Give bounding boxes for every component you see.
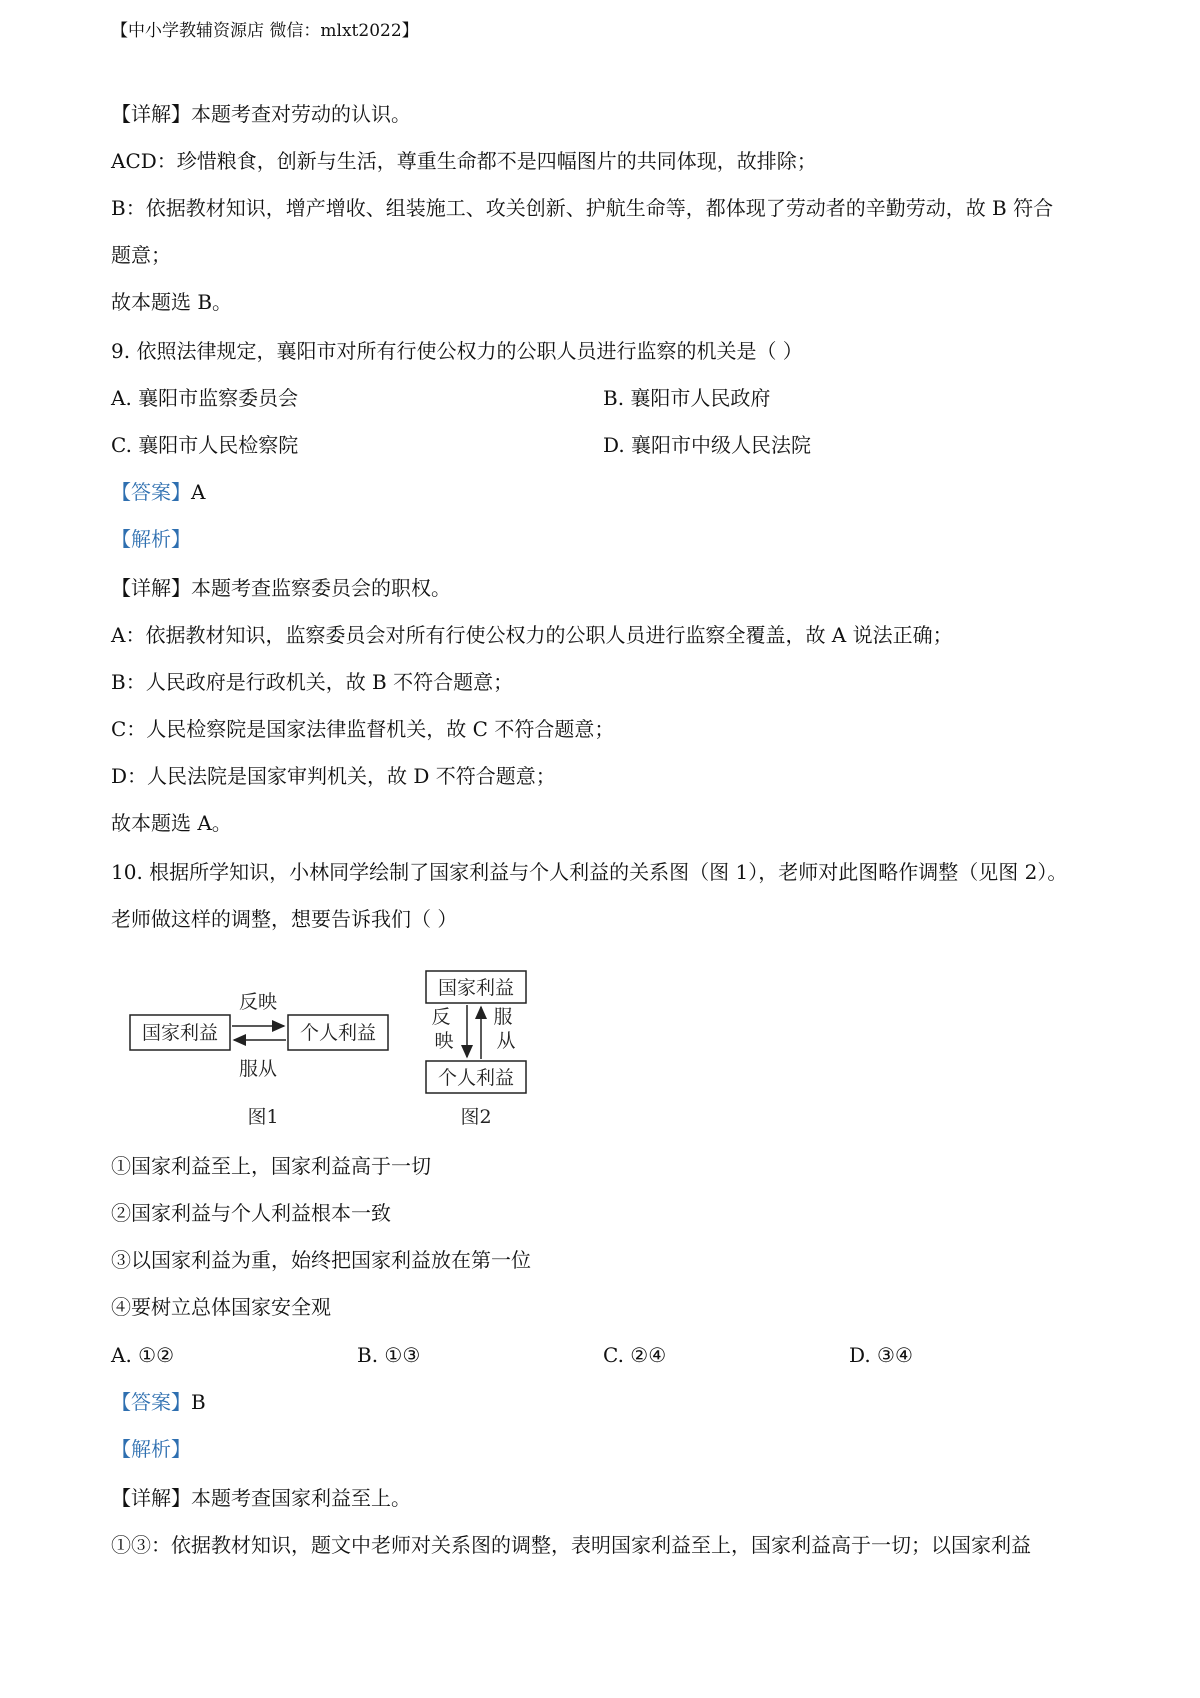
q10-statement-3: ③以国家利益为重，始终把国家利益放在第一位	[111, 1248, 531, 1272]
answer-tag: 【答案】	[111, 480, 191, 504]
fig2-reflect-char1: 反	[431, 1006, 451, 1028]
q10-stem-line1: 10. 根据所学知识，小林同学绘制了国家利益与个人利益的关系图（图 1），老师对此图略作调整（见图 2）。	[111, 860, 1068, 884]
q9-option-a: A. 襄阳市监察委员会	[111, 386, 299, 410]
q9-option-d: D. 襄阳市中级人民法院	[603, 433, 812, 457]
fig2-personal-interest-label: 个人利益	[437, 1067, 515, 1089]
figure-1	[130, 991, 388, 1128]
fig1-personal-interest-label: 个人利益	[299, 1022, 377, 1044]
q9-option-b: B. 襄阳市人民政府	[603, 386, 771, 410]
answer-value: A	[191, 480, 206, 504]
q9-line-a: A：依据教材知识，监察委员会对所有行使公权力的公职人员进行监察全覆盖，故 A 说法正确；	[111, 623, 953, 647]
fig2-reflect-label	[431, 1006, 456, 1052]
q10-option-c: C. ②④	[603, 1343, 667, 1367]
q9-conclusion: 故本题选 A。	[111, 811, 232, 835]
q10-statement-1: ①国家利益至上，国家利益高于一切	[111, 1154, 431, 1178]
q8-b-explanation-line2: 题意；	[111, 243, 171, 267]
fig1-national-interest-label: 国家利益	[141, 1022, 219, 1044]
fig2-obey-char1: 服	[493, 1006, 513, 1028]
fig2-obey-label	[493, 1006, 518, 1052]
q8-acd-explanation: ACD：珍惜粮食，创新与生活，尊重生命都不是四幅图片的共同体现，故排除；	[111, 149, 817, 173]
q8-conclusion: 故本题选 B。	[111, 290, 233, 314]
q10-statement-4: ④要树立总体国家安全观	[111, 1295, 331, 1319]
q10-option-d: D. ③④	[849, 1343, 913, 1367]
q9-line-c: C：人民检察院是国家法律监督机关，故 C 不符合题意；	[111, 717, 615, 741]
q9-line-d: D：人民法院是国家审判机关，故 D 不符合题意；	[111, 764, 556, 788]
q9-stem: 9. 依照法律规定，襄阳市对所有行使公权力的公职人员进行监察的机关是（ ）	[111, 339, 803, 363]
q9-option-c: C. 襄阳市人民检察院	[111, 433, 299, 457]
fig1-reflect-label: 反映	[238, 991, 278, 1013]
fig1-caption: 图1	[247, 1106, 279, 1128]
fig2-obey-char2: 从	[496, 1030, 516, 1052]
q8-detail: 【详解】本题考查对劳动的认识。	[111, 102, 411, 126]
q10-explanation: ①③：依据教材知识，题文中老师对关系图的调整，表明国家利益至上，国家利益高于一切；以国家利益	[111, 1533, 1031, 1557]
answer-value: B	[191, 1390, 206, 1414]
q10-detail: 【详解】本题考查国家利益至上。	[111, 1486, 411, 1510]
fig2-reflect-char2: 映	[434, 1030, 454, 1052]
q9-line-b: B：人民政府是行政机关，故 B 不符合题意；	[111, 670, 514, 694]
fig1-obey-label: 服从	[238, 1058, 278, 1080]
fig2-caption: 图2	[460, 1106, 492, 1128]
q9-analysis-tag: 【解析】	[111, 527, 191, 551]
answer-tag: 【答案】	[111, 1390, 191, 1414]
relationship-figure	[118, 955, 538, 1135]
q9-answer	[111, 478, 205, 506]
figure-2	[426, 971, 526, 1128]
q10-option-b: B. ①③	[357, 1343, 421, 1367]
page-header: 【中小学教辅资源店 微信：mlxt2022】	[111, 21, 419, 41]
q10-option-a: A. ①②	[111, 1343, 175, 1367]
q9-detail: 【详解】本题考查监察委员会的职权。	[111, 576, 451, 600]
fig2-national-interest-label: 国家利益	[437, 977, 515, 999]
q10-analysis-tag: 【解析】	[111, 1437, 191, 1461]
q8-b-explanation-line1: B：依据教材知识，增产增收、组装施工、攻关创新、护航生命等，都体现了劳动者的辛勤劳动，故 B 符合	[111, 196, 1054, 220]
q10-answer	[111, 1388, 206, 1416]
q10-stem-line2: 老师做这样的调整，想要告诉我们（ ）	[111, 907, 458, 931]
q10-statement-2: ②国家利益与个人利益根本一致	[111, 1201, 391, 1225]
